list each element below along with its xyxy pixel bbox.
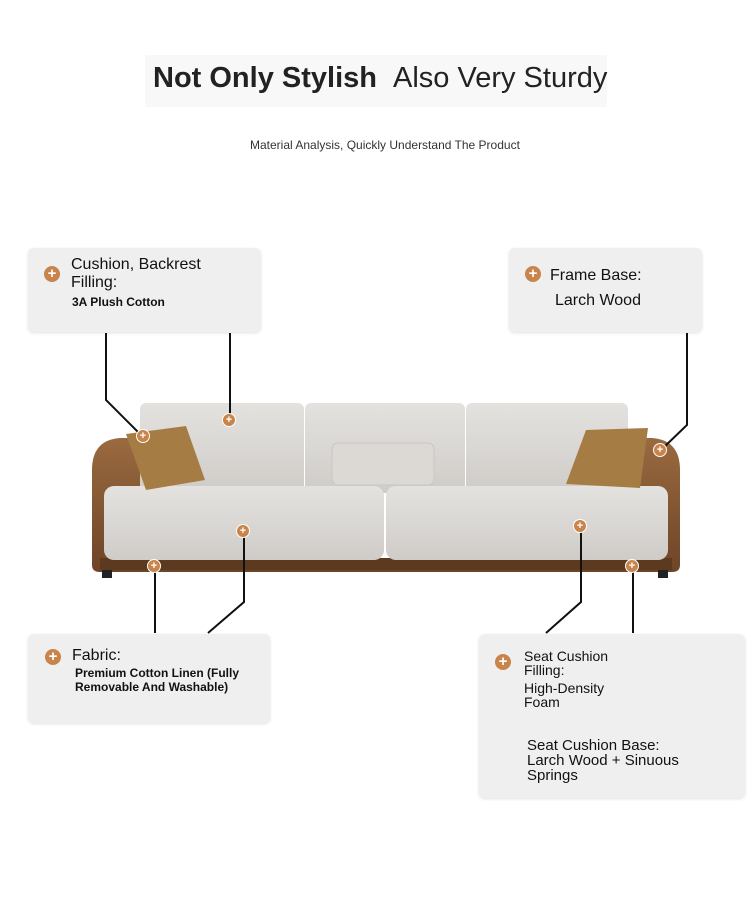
plus-circle-icon[interactable]: + [222, 413, 236, 427]
seat-base-line3: Springs [527, 767, 578, 784]
callout-frame [509, 248, 702, 332]
fabric-detail-line2: Removable And Washable) [75, 680, 229, 694]
plus-circle-icon: + [495, 654, 511, 670]
cushion-title-line1: Cushion, Backrest [71, 256, 201, 273]
callout-seat [479, 634, 745, 798]
sofa-leg-left [102, 570, 112, 578]
plus-circle-icon[interactable]: + [236, 524, 250, 538]
seat-base-line2: Larch Wood + Sinuous [527, 752, 679, 769]
fabric-title: Fabric: [72, 647, 121, 664]
seat-cushion-right [386, 486, 668, 560]
plus-circle-icon: + [45, 649, 61, 665]
plus-circle-icon[interactable]: + [573, 519, 587, 533]
cushion-detail: 3A Plush Cotton [72, 295, 165, 309]
title-light: Also Very Sturdy [392, 62, 608, 94]
seat-title-line1: Seat Cushion [524, 648, 609, 664]
cushion-title-line2: Filling: [71, 274, 118, 291]
line-frame [661, 333, 687, 450]
frame-title: Frame Base: [550, 267, 642, 284]
plus-circle-icon: + [44, 266, 60, 282]
seat-title-line2: Filling: [524, 662, 565, 678]
seat-base-line1: Seat Cushion Base: [527, 737, 660, 754]
frame-detail: Larch Wood [555, 292, 641, 309]
seat-detail-line1: High-Density [524, 680, 605, 696]
seat-detail-line2: Foam [524, 694, 560, 710]
plus-circle-icon[interactable]: + [653, 443, 667, 457]
fabric-detail-line1: Premium Cotton Linen (Fully [75, 666, 239, 680]
callout-cushion [28, 248, 261, 332]
plus-circle-icon[interactable]: + [136, 429, 150, 443]
title-bold: Not Only Stylish [153, 62, 377, 94]
plus-circle-icon[interactable]: + [147, 559, 161, 573]
page-subtitle: Material Analysis, Quickly Understand The Product [250, 138, 520, 152]
sofa-leg-right [658, 570, 668, 578]
callout-fabric [28, 634, 270, 723]
line-cushion-1 [106, 333, 142, 436]
plus-circle-icon[interactable]: + [625, 559, 639, 573]
lumbar-pillow [332, 443, 434, 485]
plus-circle-icon: + [525, 266, 541, 282]
